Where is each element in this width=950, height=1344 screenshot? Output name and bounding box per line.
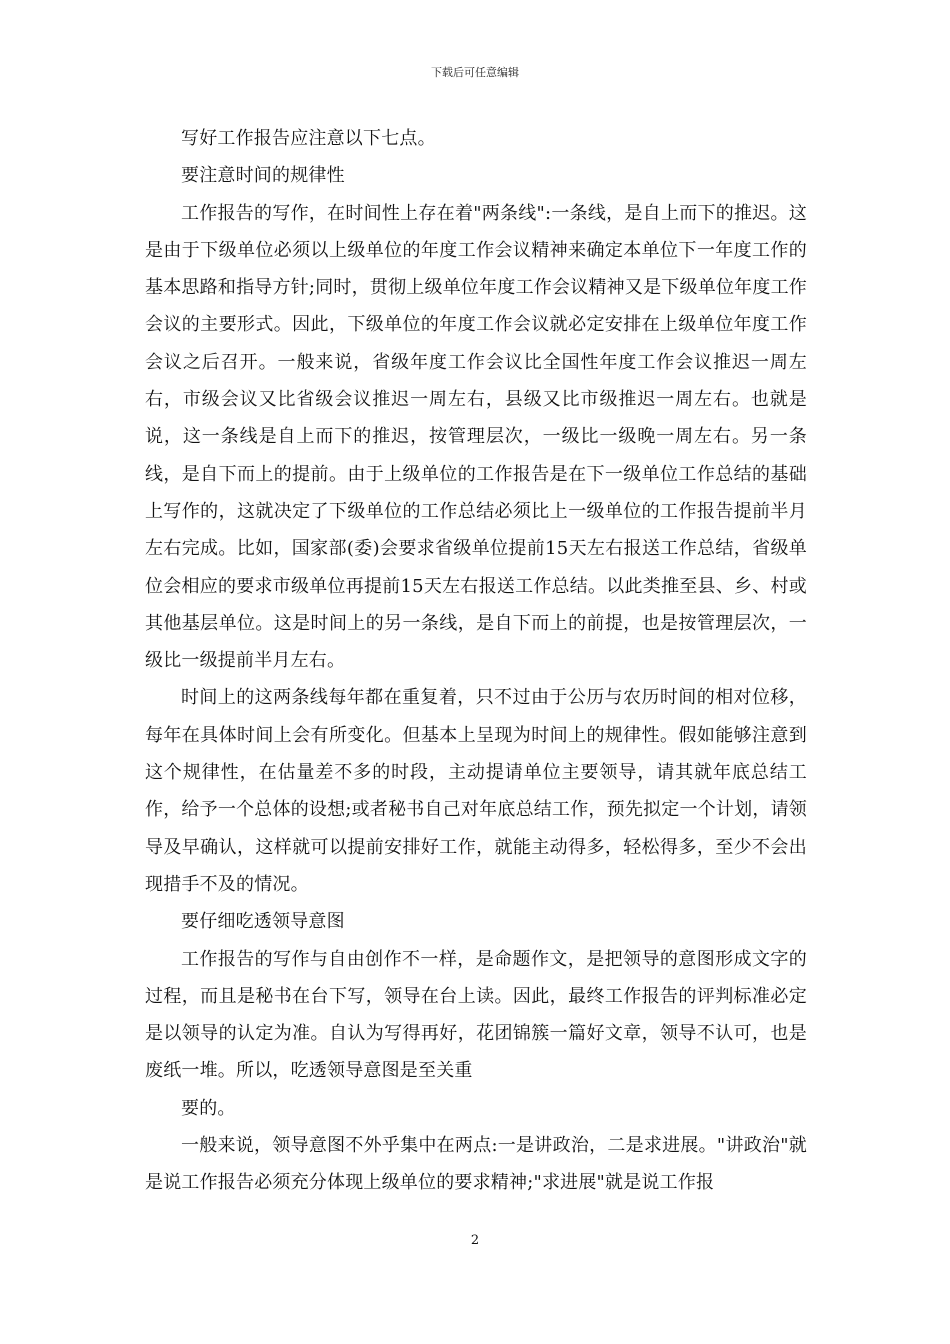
document-body — [145, 120, 807, 1202]
page-number: 2 — [470, 1233, 480, 1248]
section-heading-leader-intent: 要仔细吃透领导意图 — [181, 911, 345, 933]
paragraph-continuation: 要的。 — [181, 1097, 236, 1119]
paragraph-intro: 写好工作报告应注意以下七点。 — [181, 128, 436, 149]
section-heading-time: 要注意时间的规律性 — [181, 165, 345, 187]
paragraph-two-lines: 工作报告的写作，在时间性上存在着"两条线":一条线，是自上而下的推迟。这是由于下级单位必须以上级单位的年度工作会议精神来确定本单位下一年度工作的基本思路和指导方针;同时，贯彻上级单位年度工作会议精神又是下级单位年度工作会议的主要形式。因此，下级单位的年度工作会议就必定安排在上级单位年度工作会议之后召开。一般来说，省级年度工作会议比全国性年度工作会议推迟一周左右，市级会议又比省级会议推迟一周左右，县级又比市级推迟一周左右。也就是说，这一条线是自上而下的推迟，按管理层次，一级比一级晚一周左右。另一条线，是自下而上的提前。由于上级单位的工作报告是在下一级单位工作总结的基础上写作的，这就决定了下级单位的工作总结必须比上一级单位的工作报告提前半月左右完成。比如，国家部(委)会要求省级单位提前15天左右报送工作总结，省级单位会相应的要求市级单位再提前15天左右报送工作总结。以此类推至县、乡、村或其他基层单位。这是时间上的另一条线，是自下而上的前提，也是按管理层次，一级比一级提前半月左右。 — [145, 202, 807, 672]
paragraph-leader-intent: 工作报告的写作与自由创作不一样，是命题作文，是把领导的意图形成文字的过程，而且是秘书在台下写，领导在台上读。因此，最终工作报告的评判标准必定是以领导的认定为准。自认为写得再好，花团锦簇一篇好文章，领导不认可，也是废纸一堆。所以，吃透领导意图是至关重 — [145, 948, 807, 1082]
paragraph-two-points: 一般来说，领导意图不外乎集中在两点:一是讲政治，二是求进展。"讲政治"就是说工作报告必须充分体现上级单位的要求精神;"求进展"就是说工作报 — [145, 1135, 807, 1194]
paragraph-regularity: 时间上的这两条线每年都在重复着，只不过由于公历与农历时间的相对位移，每年在具体时间上会有所变化。但基本上呈现为时间上的规律性。假如能够注意到这个规律性，在估量差不多的时段，主动提请单位主要领导，请其就年底总结工作，给予一个总体的设想;或者秘书自己对年底总结工作，预先拟定一个计划，请领导及早确认，这样就可以提前安排好工作，就能主动得多，轻松得多，至少不会出现措手不及的情况。 — [145, 687, 807, 895]
page-header: 下载后可任意编辑 — [431, 66, 519, 79]
